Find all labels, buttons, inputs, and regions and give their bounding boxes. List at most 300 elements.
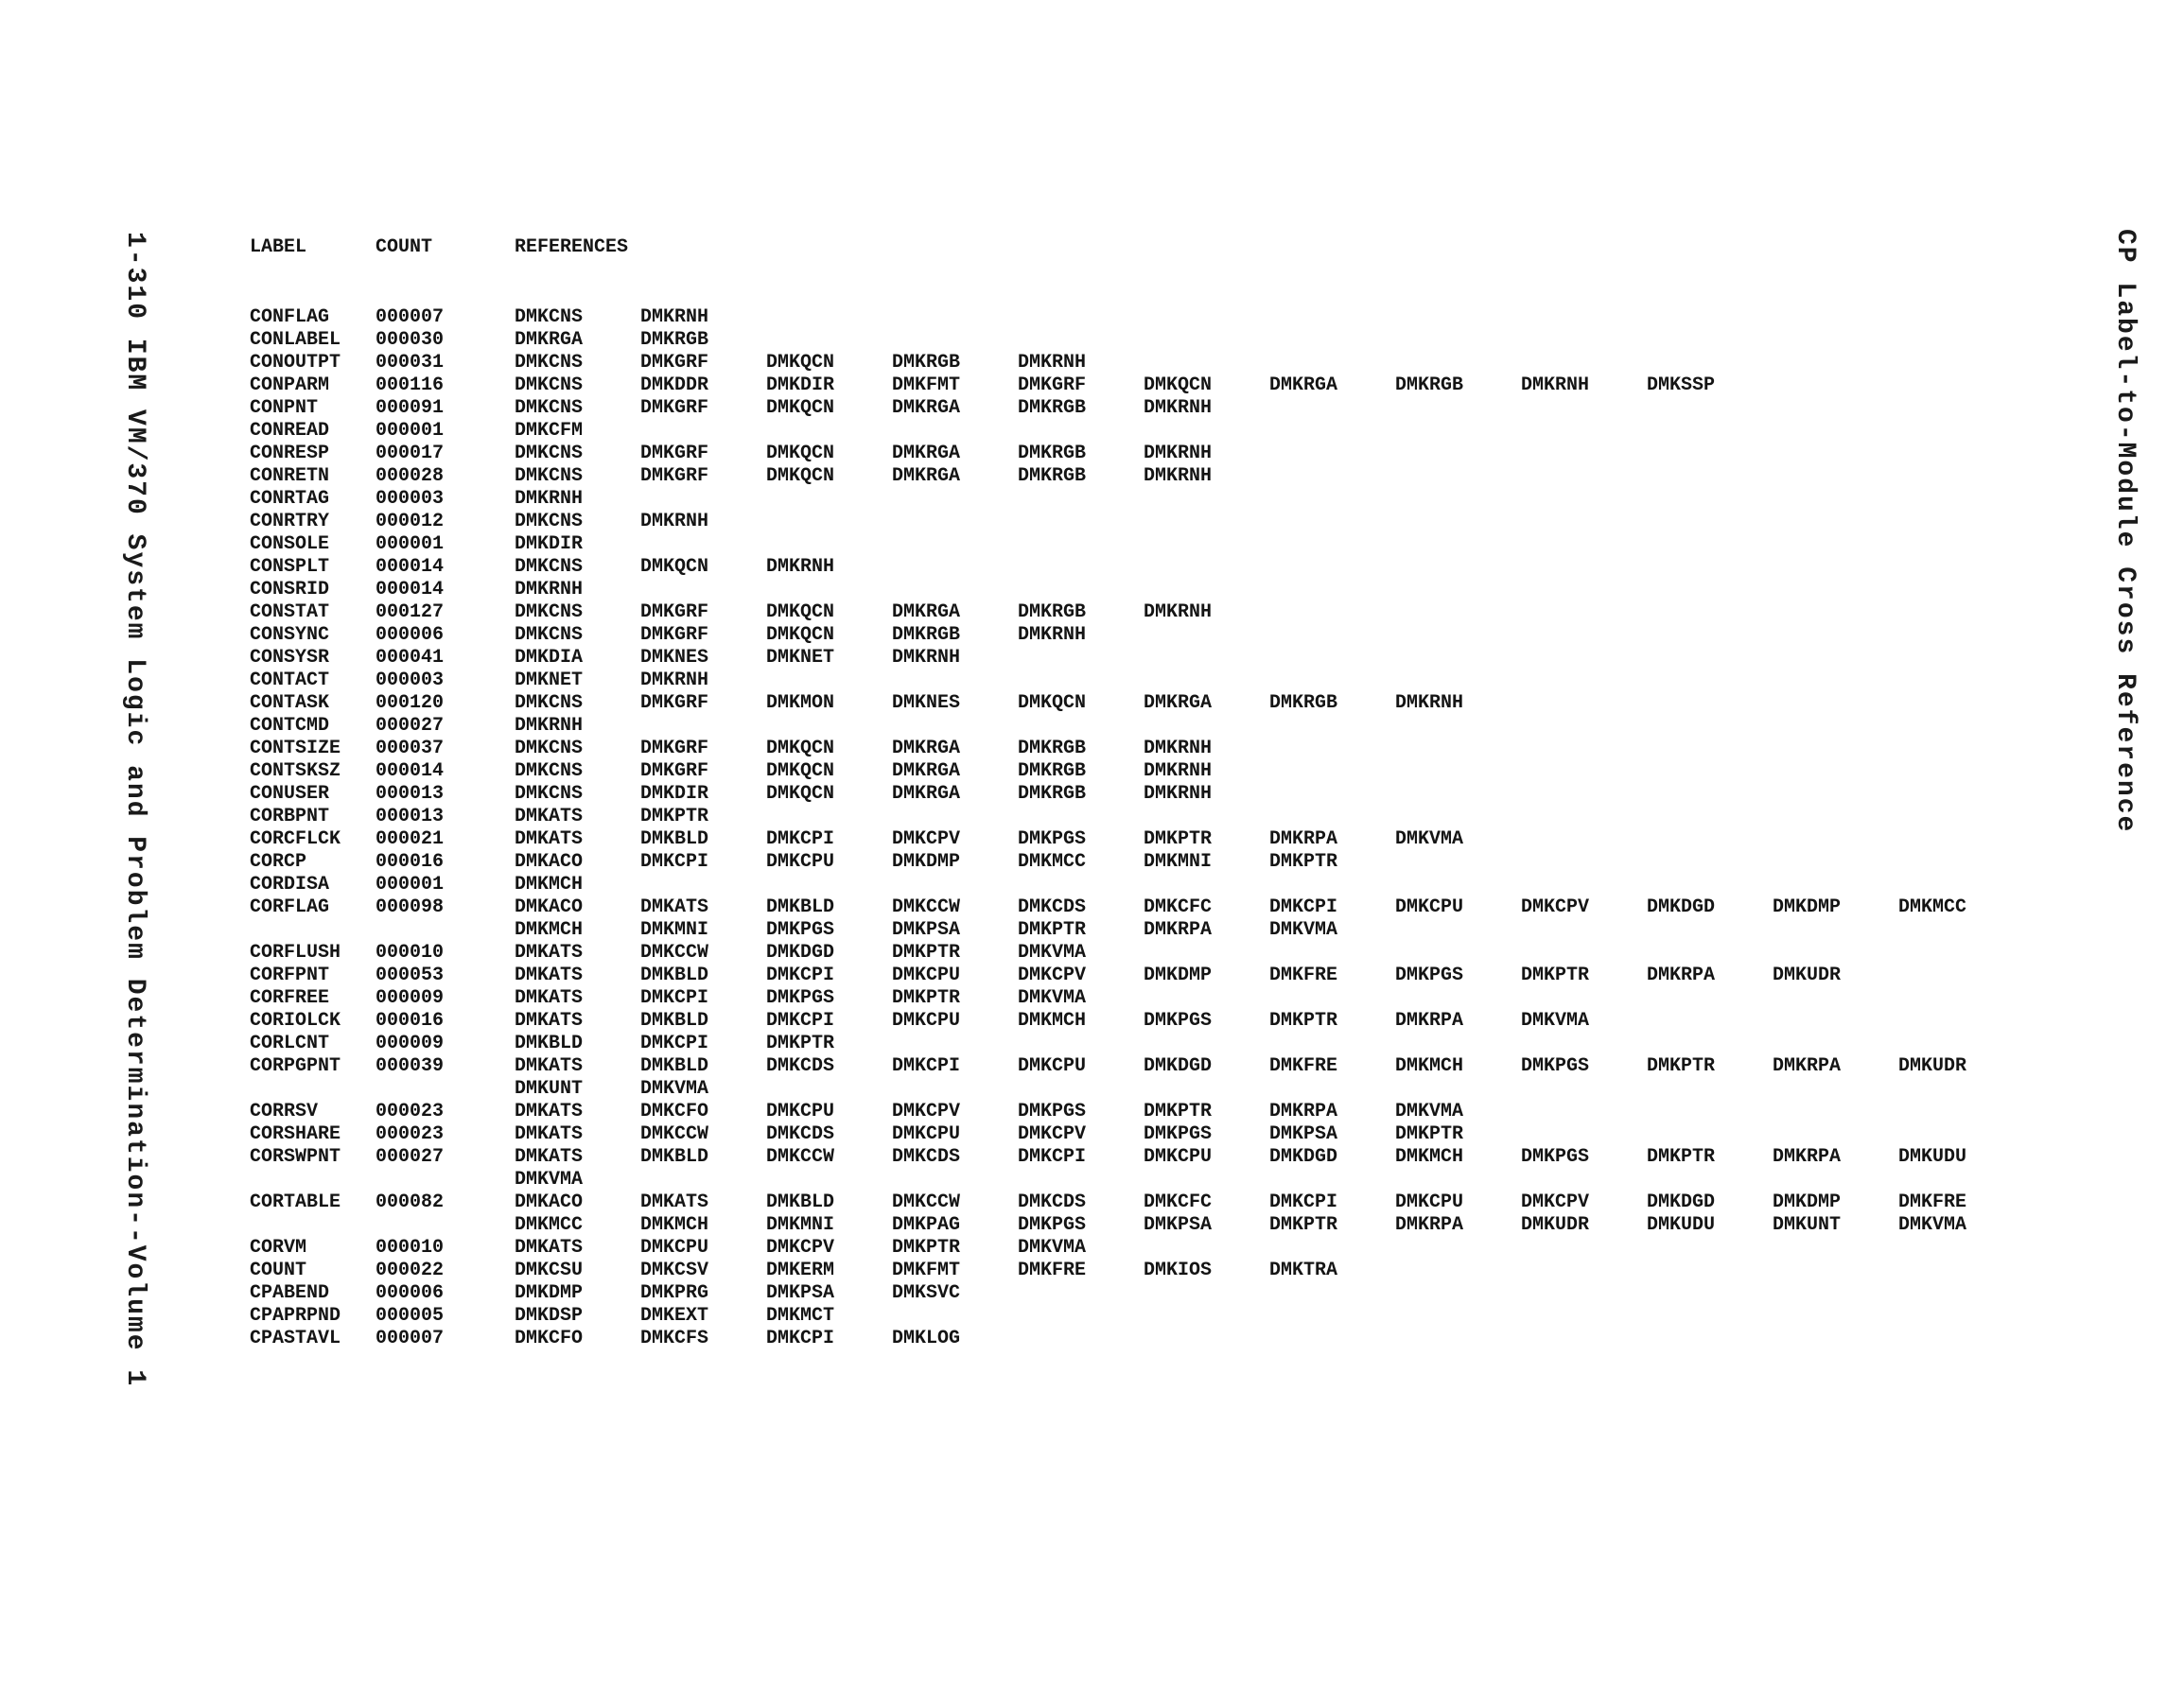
- label-cell: CONSPLT: [250, 556, 330, 578]
- reference-cell: [1898, 1078, 2024, 1101]
- reference-cell: DMKPTR: [892, 987, 961, 1009]
- reference-cell: DMKNES: [640, 647, 709, 669]
- label-cell: [250, 1078, 376, 1101]
- reference-cell: DMKRNH: [1144, 738, 1213, 759]
- reference-cell: [1773, 647, 1898, 670]
- reference-cell: DMKRGA: [892, 601, 961, 623]
- reference-cell: [1773, 1101, 1898, 1123]
- reference-cell: [1395, 601, 1521, 624]
- reference-cell: DMKBLD: [640, 1055, 709, 1077]
- count-cell: 000041: [376, 647, 445, 669]
- reference-cell: DMKRPA: [1395, 1010, 1464, 1032]
- reference-cell: DMKCNS: [515, 443, 584, 464]
- reference-cell: [1521, 942, 1647, 965]
- label-cell: CORTABLE: [250, 1191, 341, 1213]
- reference-cell: DMKQCN: [766, 783, 835, 805]
- reference-cell: DMKRGA: [892, 397, 961, 419]
- reference-cell: [1647, 1010, 1773, 1033]
- reference-cell: [1647, 511, 1773, 533]
- reference-cell: DMKRGB: [1018, 443, 1087, 464]
- reference-cell: DMKVMA: [1018, 942, 1087, 964]
- label-cell: [250, 1169, 376, 1191]
- label-cell: CORCFLCK: [250, 828, 341, 850]
- count-cell: 000016: [376, 851, 445, 873]
- reference-cell: DMKATS: [640, 1191, 709, 1213]
- reference-cell: DMKATS: [515, 806, 584, 827]
- count-cell: 000006: [376, 624, 445, 646]
- reference-cell: [1898, 1101, 2024, 1123]
- reference-cell: DMKCCW: [892, 1191, 961, 1213]
- reference-cell: DMKBLD: [515, 1033, 584, 1054]
- count-cell: 000010: [376, 1237, 445, 1259]
- label-cell: CONOUTPT: [250, 352, 341, 374]
- reference-cell: [1898, 397, 2024, 420]
- label-cell: CORSHARE: [250, 1123, 341, 1145]
- table-row: [250, 443, 2024, 465]
- reference-cell: [1521, 828, 1647, 851]
- reference-cell: [1395, 760, 1521, 783]
- reference-cell: [1395, 1169, 1521, 1191]
- table-row: [250, 420, 2024, 443]
- count-cell: 000030: [376, 329, 445, 351]
- count-cell: 000003: [376, 488, 445, 510]
- reference-cell: [1018, 488, 1144, 511]
- reference-cell: DMKRPA: [1647, 965, 1716, 986]
- table-row: [250, 1191, 2024, 1214]
- reference-cell: DMKMCT: [766, 1305, 835, 1327]
- reference-cell: DMKPGS: [1018, 1214, 1087, 1236]
- reference-cell: DMKRGB: [892, 624, 961, 646]
- table-row: [250, 329, 2024, 352]
- reference-cell: DMKRNH: [1144, 760, 1213, 782]
- reference-cell: [1521, 647, 1647, 670]
- reference-cell: [1773, 397, 1898, 420]
- reference-cell: DMKMNI: [640, 919, 709, 941]
- table-row: [250, 1146, 2024, 1169]
- reference-cell: [1898, 533, 2024, 556]
- reference-cell: DMKFRE: [1018, 1260, 1087, 1281]
- reference-cell: [1018, 579, 1144, 601]
- table-row: [250, 556, 2024, 579]
- count-cell: 000014: [376, 760, 445, 782]
- reference-cell: [1898, 783, 2024, 806]
- reference-cell: [1144, 624, 1269, 647]
- reference-cell: DMKUDR: [1521, 1214, 1590, 1236]
- reference-cell: [1647, 987, 1773, 1010]
- reference-cell: [1898, 601, 2024, 624]
- count-cell: [376, 919, 515, 942]
- table-row: [250, 579, 2024, 601]
- reference-cell: [1647, 806, 1773, 828]
- reference-cell: [892, 556, 1018, 579]
- reference-cell: DMKDIR: [515, 533, 584, 555]
- reference-cell: [1521, 851, 1647, 874]
- reference-cell: [1898, 851, 2024, 874]
- label-cell: CORCP: [250, 851, 307, 873]
- reference-cell: DMKMCH: [515, 919, 584, 941]
- reference-cell: DMKDMP: [1773, 1191, 1842, 1213]
- reference-cell: [1647, 1237, 1773, 1260]
- reference-cell: DMKRNH: [1144, 783, 1213, 805]
- label-cell: CORDISA: [250, 874, 330, 896]
- reference-cell: [1395, 397, 1521, 420]
- count-cell: 000039: [376, 1055, 445, 1077]
- reference-cell: DMKATS: [515, 1101, 584, 1122]
- reference-cell: [1144, 306, 1269, 329]
- reference-cell: [1521, 443, 1647, 465]
- reference-cell: DMKVMA: [1018, 987, 1087, 1009]
- reference-cell: [892, 306, 1018, 329]
- reference-cell: [1395, 1260, 1521, 1282]
- reference-cell: [1521, 760, 1647, 783]
- reference-cell: [1269, 760, 1395, 783]
- label-cell: CONSRID: [250, 579, 330, 600]
- reference-cell: [1395, 1305, 1521, 1328]
- reference-cell: [1773, 420, 1898, 443]
- reference-cell: [1144, 420, 1269, 443]
- reference-cell: DMKPSA: [892, 919, 961, 941]
- table-row: [250, 874, 2024, 896]
- reference-cell: [1647, 1328, 1773, 1350]
- reference-cell: DMKCPV: [766, 1237, 835, 1259]
- reference-cell: [766, 533, 892, 556]
- reference-cell: [1773, 783, 1898, 806]
- reference-cell: [1898, 1010, 2024, 1033]
- reference-cell: [892, 806, 1018, 828]
- reference-cell: [1647, 556, 1773, 579]
- reference-cell: [1521, 579, 1647, 601]
- reference-cell: [1898, 374, 2024, 397]
- reference-cell: DMKRNH: [1144, 443, 1213, 464]
- reference-cell: [1018, 1305, 1144, 1328]
- reference-cell: DMKDMP: [1144, 965, 1213, 986]
- reference-cell: [1898, 1282, 2024, 1305]
- reference-cell: DMKCPV: [892, 828, 961, 850]
- reference-cell: DMKDGD: [1269, 1146, 1338, 1168]
- reference-cell: DMKATS: [515, 1237, 584, 1259]
- reference-cell: [766, 420, 892, 443]
- reference-cell: DMKCPV: [1521, 1191, 1590, 1213]
- reference-cell: [1898, 443, 2024, 465]
- reference-cell: [1269, 306, 1395, 329]
- reference-cell: DMKGRF: [1018, 374, 1087, 396]
- count-column-header: COUNT: [376, 236, 433, 258]
- table-row: [250, 352, 2024, 374]
- reference-cell: DMKUDU: [1647, 1214, 1716, 1236]
- reference-cell: DMKCPI: [766, 828, 835, 850]
- reference-cell: [1521, 329, 1647, 352]
- reference-cell: DMKCFS: [640, 1328, 709, 1349]
- reference-cell: [1773, 987, 1898, 1010]
- reference-cell: DMKRNH: [1521, 374, 1590, 396]
- reference-cell: [1144, 874, 1269, 896]
- reference-cell: [1647, 488, 1773, 511]
- reference-cell: DMKQCN: [766, 443, 835, 464]
- reference-cell: [1521, 1282, 1647, 1305]
- reference-cell: [1647, 715, 1773, 738]
- reference-cell: [1018, 670, 1144, 692]
- label-column-header: LABEL: [250, 236, 307, 258]
- count-cell: 000053: [376, 965, 445, 986]
- reference-cell: DMKCPU: [1018, 1055, 1087, 1077]
- label-cell: CONSOLE: [250, 533, 330, 555]
- reference-cell: [1521, 533, 1647, 556]
- reference-cell: DMKCFC: [1144, 896, 1213, 918]
- count-cell: 000016: [376, 1010, 445, 1032]
- reference-cell: [1773, 670, 1898, 692]
- reference-cell: [1395, 1328, 1521, 1350]
- reference-cell: DMKMCH: [640, 1214, 709, 1236]
- reference-cell: DMKRNH: [1018, 624, 1087, 646]
- reference-cell: [892, 511, 1018, 533]
- reference-cell: DMKUDR: [1898, 1055, 1967, 1077]
- reference-cell: DMKBLD: [640, 1146, 709, 1168]
- reference-cell: DMKDSP: [515, 1305, 584, 1327]
- reference-cell: [1144, 579, 1269, 601]
- reference-cell: [1898, 556, 2024, 579]
- label-cell: COUNT: [250, 1260, 307, 1281]
- reference-cell: DMKDIA: [515, 647, 584, 669]
- reference-cell: DMKATS: [515, 828, 584, 850]
- reference-cell: [1898, 420, 2024, 443]
- reference-cell: DMKRGB: [1018, 397, 1087, 419]
- reference-cell: DMKNET: [766, 647, 835, 669]
- reference-cell: [1773, 1123, 1898, 1146]
- reference-cell: DMKCPI: [766, 1328, 835, 1349]
- reference-cell: DMKMNI: [766, 1214, 835, 1236]
- reference-cell: [1395, 1237, 1521, 1260]
- reference-cell: [1521, 1305, 1647, 1328]
- table-row: [250, 760, 2024, 783]
- label-cell: CONFLAG: [250, 306, 330, 328]
- reference-cell: DMKCPV: [1018, 1123, 1087, 1145]
- reference-cell: DMKRPA: [1773, 1055, 1842, 1077]
- table-row: [250, 374, 2024, 397]
- reference-cell: DMKPGS: [1395, 965, 1464, 986]
- reference-cell: [1647, 306, 1773, 329]
- reference-cell: [1647, 420, 1773, 443]
- label-cell: CONLABEL: [250, 329, 341, 351]
- table-row: [250, 465, 2024, 488]
- reference-cell: [1269, 783, 1395, 806]
- reference-cell: [1144, 488, 1269, 511]
- reference-cell: DMKRGA: [1144, 692, 1213, 714]
- reference-cell: DMKIOS: [1144, 1260, 1213, 1281]
- count-cell: 000037: [376, 738, 445, 759]
- reference-cell: DMKCPI: [1018, 1146, 1087, 1168]
- table-row: [250, 692, 2024, 715]
- reference-cell: DMKCCW: [766, 1146, 835, 1168]
- reference-cell: DMKRPA: [1144, 919, 1213, 941]
- reference-cell: [1269, 1328, 1395, 1350]
- reference-cell: [1647, 624, 1773, 647]
- reference-cell: [1269, 1282, 1395, 1305]
- reference-cell: [1395, 511, 1521, 533]
- table-body: [250, 259, 2024, 1350]
- reference-cell: DMKCFC: [1144, 1191, 1213, 1213]
- reference-cell: [1521, 556, 1647, 579]
- count-cell: 000023: [376, 1123, 445, 1145]
- reference-cell: [892, 1078, 1018, 1101]
- reference-cell: DMKSVC: [892, 1282, 961, 1304]
- reference-cell: DMKQCN: [766, 738, 835, 759]
- reference-cell: [1898, 488, 2024, 511]
- reference-cell: DMKRNH: [1395, 692, 1464, 714]
- reference-cell: DMKMCH: [1395, 1055, 1464, 1077]
- reference-cell: DMKPTR: [1269, 1214, 1338, 1236]
- reference-cell: DMKCPI: [640, 987, 709, 1009]
- reference-cell: DMKATS: [515, 965, 584, 986]
- reference-cell: [1521, 397, 1647, 420]
- reference-cell: [1144, 329, 1269, 352]
- reference-cell: [1269, 715, 1395, 738]
- reference-cell: [1773, 1237, 1898, 1260]
- table-row: [250, 1123, 2024, 1146]
- table-row: [250, 738, 2024, 760]
- reference-cell: DMKEXT: [640, 1305, 709, 1327]
- reference-cell: DMKUDR: [1773, 965, 1842, 986]
- reference-cell: [1521, 1078, 1647, 1101]
- reference-cell: [1144, 1305, 1269, 1328]
- reference-cell: DMKMNI: [1144, 851, 1213, 873]
- reference-cell: DMKCPU: [766, 851, 835, 873]
- reference-cell: [1395, 738, 1521, 760]
- count-cell: 000031: [376, 352, 445, 374]
- count-cell: 000021: [376, 828, 445, 850]
- reference-cell: DMKVMA: [1269, 919, 1338, 941]
- reference-cell: [1395, 919, 1521, 942]
- reference-cell: [1395, 579, 1521, 601]
- reference-cell: DMKBLD: [766, 896, 835, 918]
- reference-cell: DMKGRF: [640, 760, 709, 782]
- reference-cell: [1898, 760, 2024, 783]
- reference-cell: [766, 1169, 892, 1191]
- reference-cell: DMKBLD: [766, 1191, 835, 1213]
- table-row: [250, 670, 2024, 692]
- reference-cell: [1647, 533, 1773, 556]
- reference-cell: [1647, 738, 1773, 760]
- reference-cell: [1647, 828, 1773, 851]
- reference-cell: DMKCDS: [1018, 1191, 1087, 1213]
- reference-cell: [1269, 533, 1395, 556]
- count-cell: [376, 1078, 515, 1101]
- count-cell: [376, 1214, 515, 1237]
- reference-cell: DMKCPU: [766, 1101, 835, 1122]
- reference-cell: [766, 488, 892, 511]
- reference-cell: [1773, 738, 1898, 760]
- reference-cell: [1395, 556, 1521, 579]
- count-cell: 000007: [376, 1328, 445, 1349]
- count-cell: 000127: [376, 601, 445, 623]
- page-number-and-book-title: 1-310 IBM VM/370 System Logic and Problem Determination--Volume 1: [120, 232, 149, 1388]
- reference-cell: DMKCDS: [766, 1055, 835, 1077]
- label-cell: CORPGPNT: [250, 1055, 341, 1077]
- reference-cell: [1395, 806, 1521, 828]
- reference-cell: DMKCPI: [640, 851, 709, 873]
- reference-cell: [1898, 965, 2024, 987]
- reference-cell: [1521, 352, 1647, 374]
- reference-cell: DMKDMP: [515, 1282, 584, 1304]
- reference-cell: [640, 579, 766, 601]
- reference-cell: [1269, 443, 1395, 465]
- reference-cell: DMKPTR: [892, 1237, 961, 1259]
- reference-cell: DMKCNS: [515, 465, 584, 487]
- reference-cell: DMKGRF: [640, 443, 709, 464]
- reference-cell: [640, 715, 766, 738]
- count-cell: 000001: [376, 874, 445, 896]
- reference-cell: DMKATS: [640, 896, 709, 918]
- reference-cell: DMKRPA: [1269, 828, 1338, 850]
- table-row: [250, 1169, 2024, 1191]
- label-cell: CORFLAG: [250, 896, 330, 918]
- reference-cell: DMKGRF: [640, 601, 709, 623]
- table-row: [250, 1260, 2024, 1282]
- reference-cell: DMKPTR: [892, 942, 961, 964]
- reference-cell: DMKQCN: [766, 760, 835, 782]
- reference-cell: DMKPSA: [1269, 1123, 1338, 1145]
- reference-cell: [640, 488, 766, 511]
- reference-cell: [1144, 806, 1269, 828]
- reference-cell: DMKGRF: [640, 465, 709, 487]
- reference-cell: [1773, 624, 1898, 647]
- label-cell: CONREAD: [250, 420, 330, 442]
- reference-cell: [1773, 329, 1898, 352]
- label-cell: CONRTAG: [250, 488, 330, 510]
- reference-cell: [1144, 647, 1269, 670]
- reference-cell: DMKCNS: [515, 397, 584, 419]
- reference-cell: DMKPGS: [766, 919, 835, 941]
- reference-cell: [766, 329, 892, 352]
- reference-cell: DMKDGD: [766, 942, 835, 964]
- table-row: [250, 601, 2024, 624]
- reference-cell: [1773, 806, 1898, 828]
- reference-cell: DMKCCW: [640, 942, 709, 964]
- reference-cell: DMKCPV: [1521, 896, 1590, 918]
- reference-cell: DMKRGA: [892, 783, 961, 805]
- reference-cell: DMKRNH: [1144, 601, 1213, 623]
- reference-cell: [1018, 556, 1144, 579]
- count-cell: 000023: [376, 1101, 445, 1122]
- reference-cell: [1898, 1260, 2024, 1282]
- reference-cell: [1395, 329, 1521, 352]
- reference-cell: [1269, 329, 1395, 352]
- reference-cell: DMKRPA: [1773, 1146, 1842, 1168]
- reference-cell: DMKACO: [515, 896, 584, 918]
- reference-cell: [1269, 1169, 1395, 1191]
- reference-cell: DMKNET: [515, 670, 584, 691]
- reference-cell: [1521, 1328, 1647, 1350]
- reference-cell: [1773, 1033, 1898, 1055]
- reference-cell: [1898, 715, 2024, 738]
- reference-cell: DMKFMT: [892, 1260, 961, 1281]
- count-cell: 000013: [376, 783, 445, 805]
- reference-cell: DMKMCC: [1898, 896, 1967, 918]
- label-cell: CONRESP: [250, 443, 330, 464]
- reference-cell: DMKCFO: [515, 1328, 584, 1349]
- reference-cell: DMKQCN: [1018, 692, 1087, 714]
- reference-cell: DMKPRG: [640, 1282, 709, 1304]
- reference-cell: [1144, 1169, 1269, 1191]
- reference-cell: [1395, 1078, 1521, 1101]
- reference-cell: [1144, 1033, 1269, 1055]
- reference-cell: DMKBLD: [640, 965, 709, 986]
- reference-cell: DMKBLD: [640, 828, 709, 850]
- reference-cell: DMKCPI: [1269, 1191, 1338, 1213]
- reference-cell: DMKCPU: [1144, 1146, 1213, 1168]
- reference-cell: DMKSSP: [1647, 374, 1716, 396]
- label-cell: CORBPNT: [250, 806, 330, 827]
- label-cell: CONPARM: [250, 374, 330, 396]
